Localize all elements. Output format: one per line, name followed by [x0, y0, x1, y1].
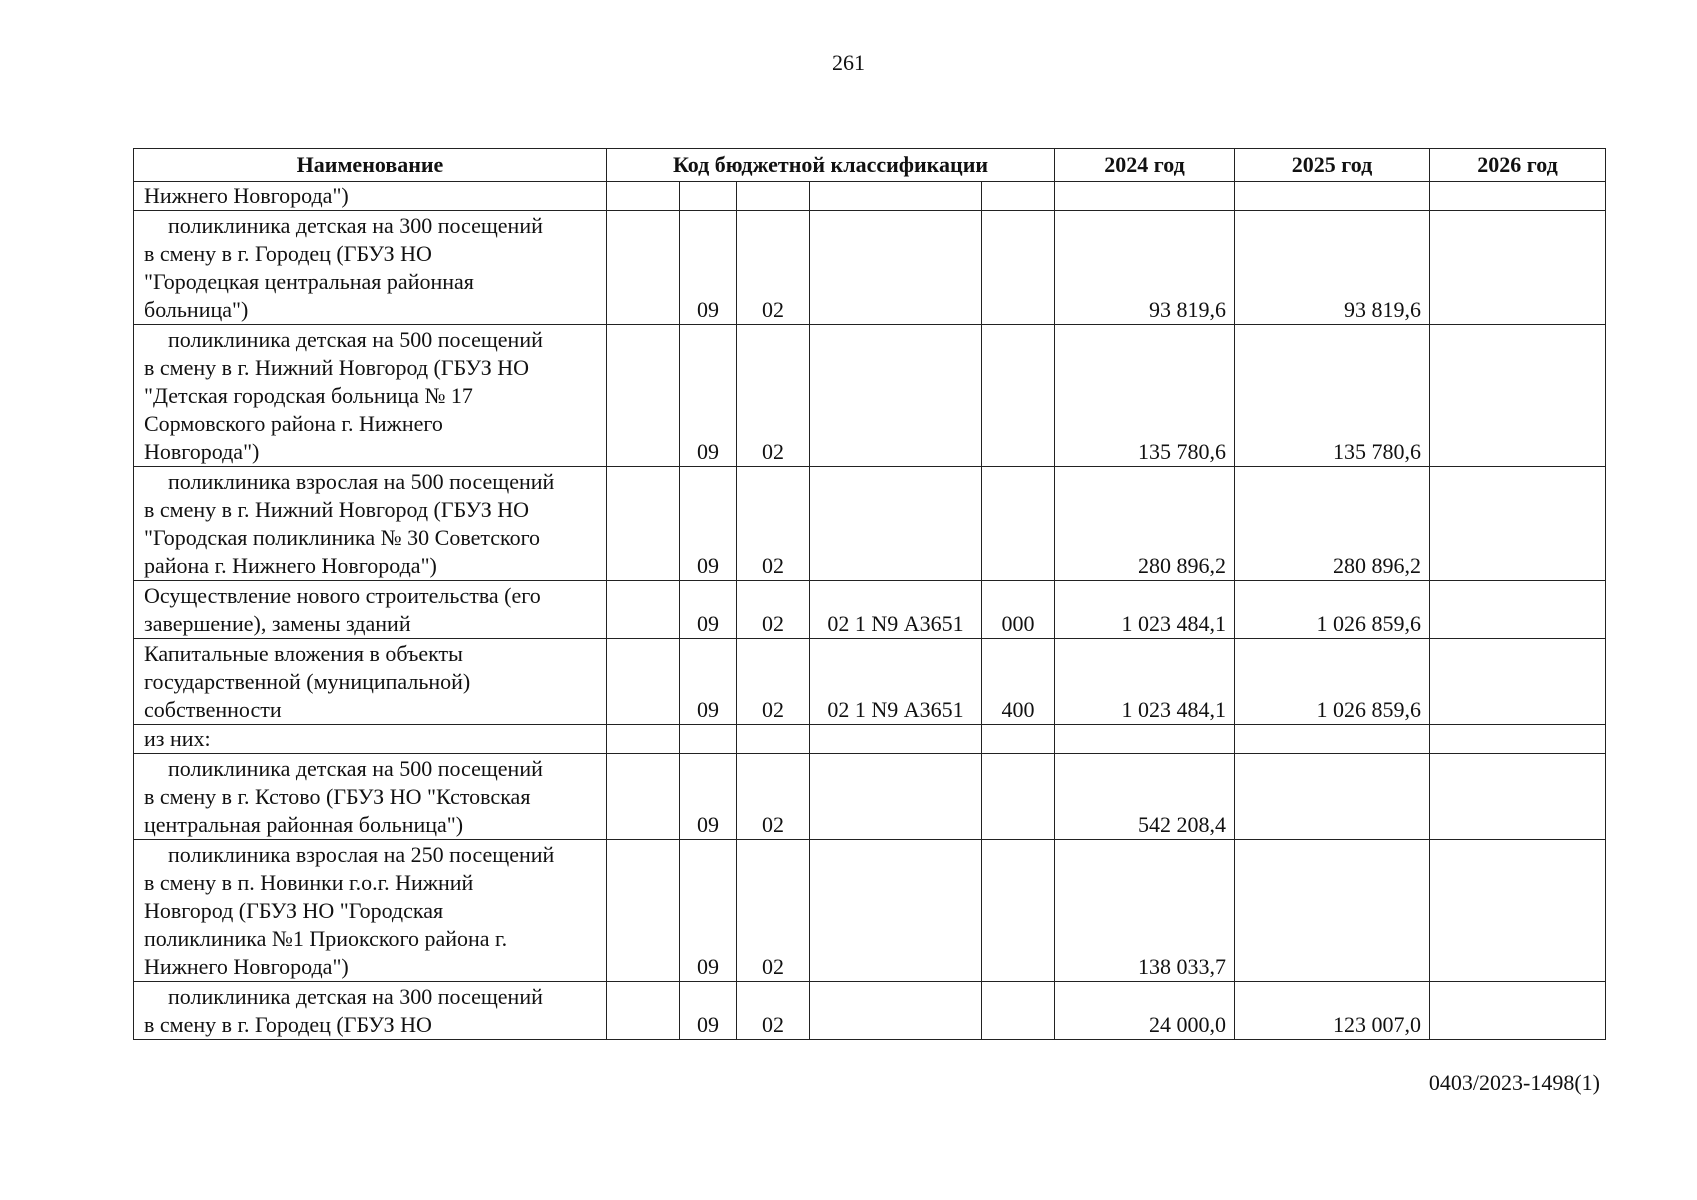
- name-cell: поликлиника детская на 300 посещений в смену в г. Городец (ГБУЗ НО "Городецкая центральная районная больница"): [134, 211, 607, 325]
- table-row: [134, 211, 1606, 325]
- table-row: [134, 639, 1606, 725]
- code-subsection-cell: [737, 725, 810, 754]
- code-section-cell: 09: [680, 467, 737, 581]
- table-header-row: [134, 149, 1606, 182]
- code-expense-type-cell: [982, 725, 1055, 754]
- table-row: [134, 840, 1606, 982]
- table-row: [134, 467, 1606, 581]
- code-expense-type-cell: [982, 325, 1055, 467]
- value-2024-cell: 280 896,2: [1055, 467, 1235, 581]
- value-2025-cell: 93 819,6: [1235, 211, 1430, 325]
- code-cell-1: [607, 982, 680, 1040]
- value-2026-cell: [1430, 982, 1606, 1040]
- code-section-cell: 09: [680, 754, 737, 840]
- table-body: [134, 182, 1606, 1040]
- code-subsection-cell: 02: [737, 639, 810, 725]
- code-section-cell: [680, 725, 737, 754]
- code-expense-type-cell: [982, 840, 1055, 982]
- value-2026-cell: [1430, 581, 1606, 639]
- value-2026-cell: [1430, 211, 1606, 325]
- code-cell-1: [607, 182, 680, 211]
- value-2025-cell: 1 026 859,6: [1235, 639, 1430, 725]
- value-2024-cell: 24 000,0: [1055, 982, 1235, 1040]
- value-2024-cell: 138 033,7: [1055, 840, 1235, 982]
- code-subsection-cell: 02: [737, 467, 810, 581]
- code-target-cell: [810, 754, 982, 840]
- code-expense-type-cell: [982, 182, 1055, 211]
- value-2025-cell: 135 780,6: [1235, 325, 1430, 467]
- code-expense-type-cell: [982, 754, 1055, 840]
- value-2025-cell: 123 007,0: [1235, 982, 1430, 1040]
- value-2025-cell: 1 026 859,6: [1235, 581, 1430, 639]
- value-2024-cell: 1 023 484,1: [1055, 639, 1235, 725]
- code-cell-1: [607, 639, 680, 725]
- code-expense-type-cell: 400: [982, 639, 1055, 725]
- code-cell-1: [607, 840, 680, 982]
- value-2025-cell: [1235, 725, 1430, 754]
- header-name: Наименование: [134, 149, 607, 182]
- header-2026: 2026 год: [1430, 149, 1606, 182]
- code-target-cell: [810, 182, 982, 211]
- code-subsection-cell: 02: [737, 982, 810, 1040]
- code-subsection-cell: 02: [737, 581, 810, 639]
- code-subsection-cell: [737, 182, 810, 211]
- value-2024-cell: 93 819,6: [1055, 211, 1235, 325]
- table-row: [134, 754, 1606, 840]
- code-cell-1: [607, 754, 680, 840]
- header-2025: 2025 год: [1235, 149, 1430, 182]
- value-2025-cell: [1235, 754, 1430, 840]
- code-subsection-cell: 02: [737, 325, 810, 467]
- table-row: [134, 325, 1606, 467]
- name-cell: поликлиника детская на 300 посещений в смену в г. Городец (ГБУЗ НО: [134, 982, 607, 1040]
- name-cell: поликлиника детская на 500 посещений в смену в г. Нижний Новгород (ГБУЗ НО "Детская городская больница № 17 Сормовского района г. Нижнего Новгорода"): [134, 325, 607, 467]
- value-2026-cell: [1430, 325, 1606, 467]
- page-number: 261: [832, 50, 865, 75]
- table-row: [134, 725, 1606, 754]
- code-target-cell: [810, 725, 982, 754]
- code-target-cell: [810, 211, 982, 325]
- name-cell: Нижнего Новгорода"): [134, 182, 607, 211]
- table-row: [134, 982, 1606, 1040]
- name-cell: поликлиника взрослая на 500 посещений в смену в г. Нижний Новгород (ГБУЗ НО "Городская поликлиника № 30 Советского района г. Нижнего Новгорода"): [134, 467, 607, 581]
- value-2026-cell: [1430, 639, 1606, 725]
- code-section-cell: 09: [680, 982, 737, 1040]
- name-cell: поликлиника взрослая на 250 посещений в смену в п. Новинки г.о.г. Нижний Новгород (ГБУЗ НО "Городская поликлиника №1 Приокского района г. Нижнего Новгорода"): [134, 840, 607, 982]
- code-subsection-cell: 02: [737, 211, 810, 325]
- code-section-cell: 09: [680, 325, 737, 467]
- code-cell-1: [607, 325, 680, 467]
- value-2026-cell: [1430, 182, 1606, 211]
- code-cell-1: [607, 725, 680, 754]
- code-section-cell: 09: [680, 211, 737, 325]
- code-target-cell: 02 1 N9 А3651: [810, 639, 982, 725]
- code-target-cell: [810, 840, 982, 982]
- code-section-cell: 09: [680, 581, 737, 639]
- header-code: Код бюджетной классификации: [607, 149, 1055, 182]
- budget-table: [133, 148, 1606, 1040]
- value-2024-cell: 135 780,6: [1055, 325, 1235, 467]
- name-cell: поликлиника детская на 500 посещений в смену в г. Кстово (ГБУЗ НО "Кстовская центральная районная больница"): [134, 754, 607, 840]
- document-reference: 0403/2023-1498(1): [1428, 1070, 1600, 1095]
- code-expense-type-cell: 000: [982, 581, 1055, 639]
- value-2025-cell: [1235, 840, 1430, 982]
- code-subsection-cell: 02: [737, 754, 810, 840]
- table-row: [134, 581, 1606, 639]
- code-section-cell: [680, 182, 737, 211]
- value-2026-cell: [1430, 467, 1606, 581]
- code-expense-type-cell: [982, 211, 1055, 325]
- value-2025-cell: 280 896,2: [1235, 467, 1430, 581]
- code-expense-type-cell: [982, 467, 1055, 581]
- name-cell: Капитальные вложения в объекты государственной (муниципальной) собственности: [134, 639, 607, 725]
- code-cell-1: [607, 581, 680, 639]
- code-expense-type-cell: [982, 982, 1055, 1040]
- table-row: [134, 182, 1606, 211]
- value-2025-cell: [1235, 182, 1430, 211]
- code-section-cell: 09: [680, 840, 737, 982]
- value-2024-cell: 542 208,4: [1055, 754, 1235, 840]
- name-cell: из них:: [134, 725, 607, 754]
- code-subsection-cell: 02: [737, 840, 810, 982]
- code-cell-1: [607, 467, 680, 581]
- name-cell: Осуществление нового строительства (его завершение), замены зданий: [134, 581, 607, 639]
- value-2024-cell: [1055, 182, 1235, 211]
- code-target-cell: [810, 325, 982, 467]
- value-2026-cell: [1430, 754, 1606, 840]
- code-target-cell: [810, 982, 982, 1040]
- value-2024-cell: [1055, 725, 1235, 754]
- value-2026-cell: [1430, 840, 1606, 982]
- value-2024-cell: 1 023 484,1: [1055, 581, 1235, 639]
- code-cell-1: [607, 211, 680, 325]
- code-target-cell: [810, 467, 982, 581]
- code-section-cell: 09: [680, 639, 737, 725]
- code-target-cell: 02 1 N9 А3651: [810, 581, 982, 639]
- value-2026-cell: [1430, 725, 1606, 754]
- header-2024: 2024 год: [1055, 149, 1235, 182]
